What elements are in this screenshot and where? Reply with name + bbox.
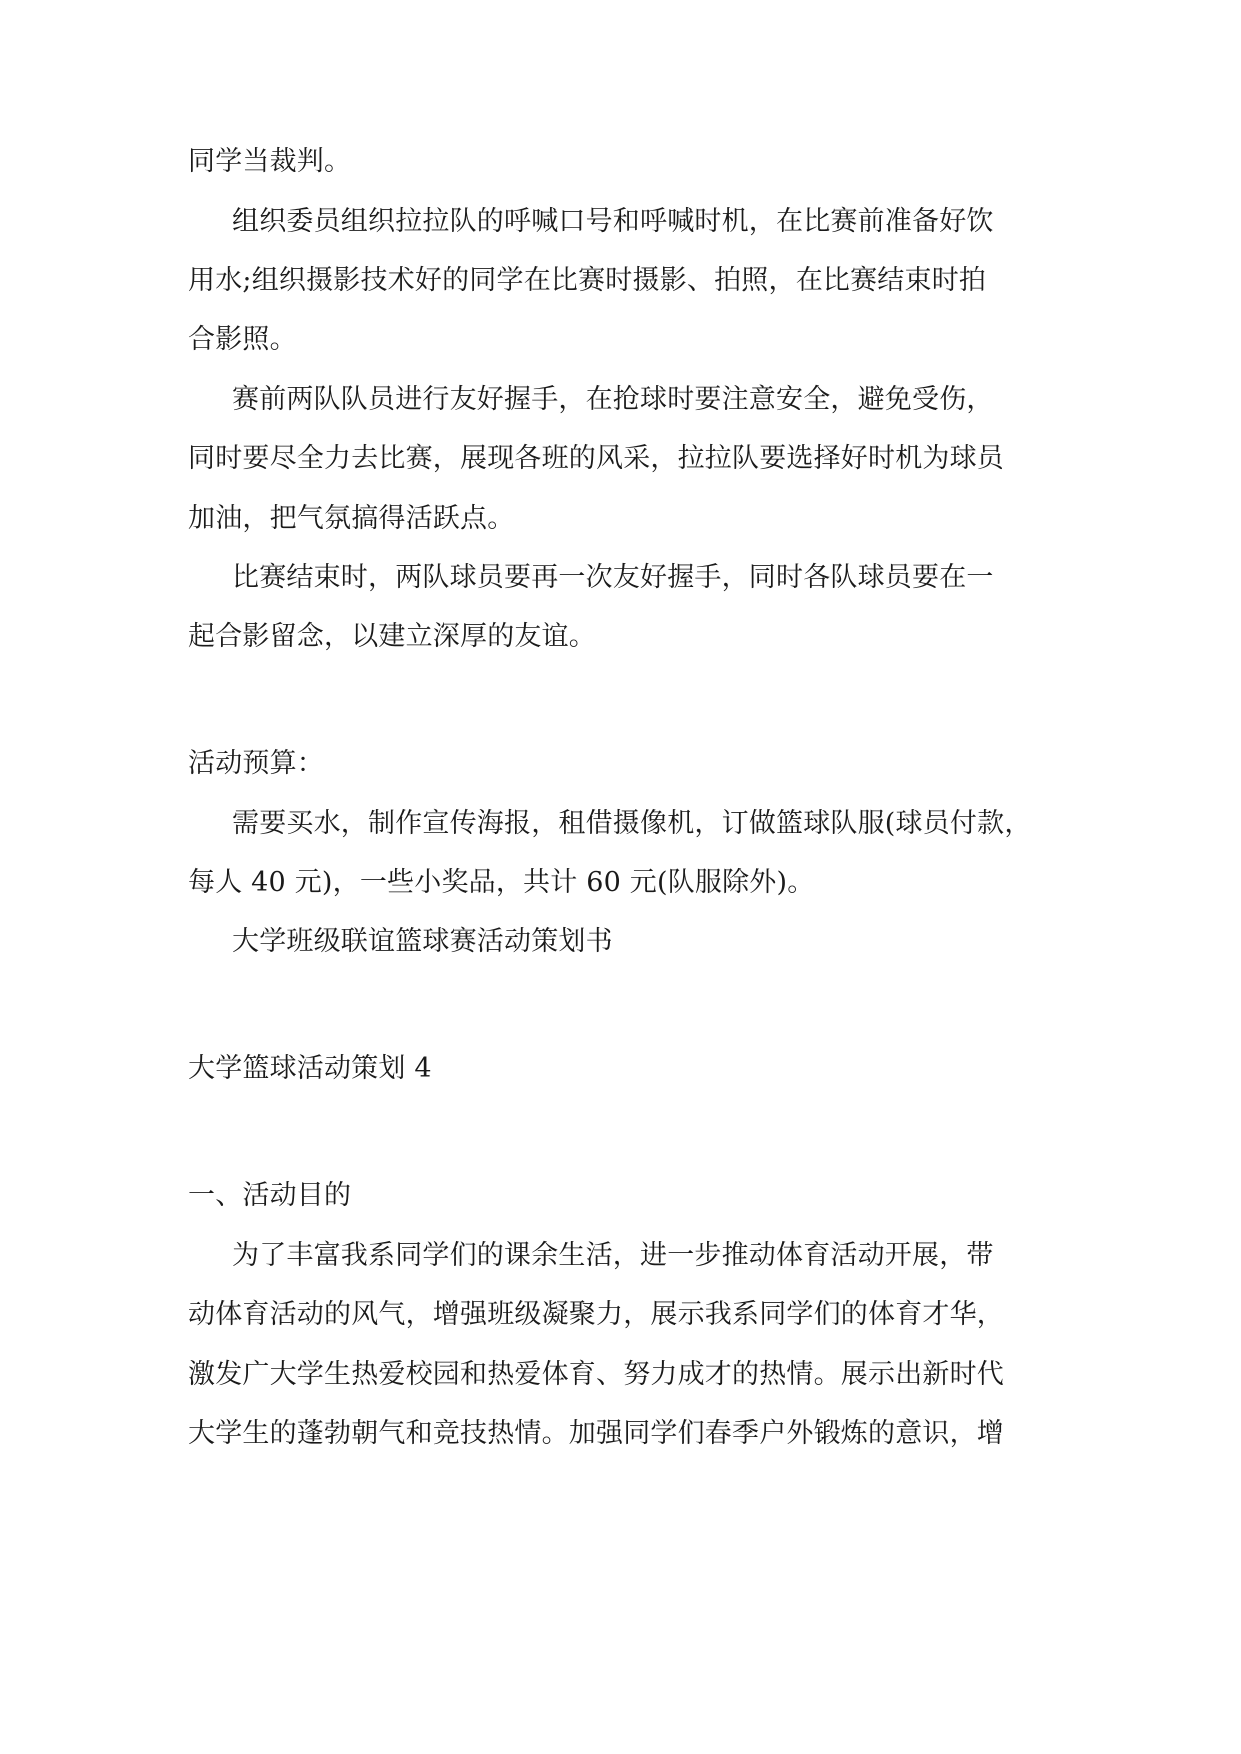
text-line: 需要买水，制作宣传海报，租借摄像机，订做篮球队服(球员付款， xyxy=(232,808,1032,839)
text-line: 比赛结束时，两队球员要再一次友好握手，同时各队球员要在一 xyxy=(232,562,994,593)
text-line: 同时要尽全力去比赛，展现各班的风采，拉拉队要选择好时机为球员 xyxy=(188,443,1004,474)
section-heading: 活动预算： xyxy=(188,748,324,779)
text-line: 用水;组织摄影技术好的同学在比赛时摄影、拍照，在比赛结束时拍 xyxy=(188,265,987,296)
text-line: 起合影留念，以建立深厚的友谊。 xyxy=(188,621,596,652)
text-line: 赛前两队队员进行友好握手，在抢球时要注意安全，避免受伤， xyxy=(232,384,994,415)
section-heading: 一、活动目的 xyxy=(188,1180,352,1211)
text-line: 同学当裁判。 xyxy=(188,146,352,177)
document-heading: 大学篮球活动策划 4 xyxy=(188,1053,432,1084)
text-line: 激发广大学生热爱校园和热爱体育、努力成才的热情。展示出新时代 xyxy=(188,1359,1004,1390)
text-line: 每人 40 元)，一些小奖品，共计 60 元(队服除外)。 xyxy=(188,867,815,898)
text-line: 大学生的蓬勃朝气和竞技热情。加强同学们春季户外锻炼的意识，增 xyxy=(188,1418,1004,1449)
text-line: 大学班级联谊篮球赛活动策划书 xyxy=(232,926,613,957)
text-line: 组织委员组织拉拉队的呼喊口号和呼喊时机，在比赛前准备好饮 xyxy=(232,206,994,237)
text-line: 合影照。 xyxy=(188,324,297,355)
text-line: 动体育活动的风气，增强班级凝聚力，展示我系同学们的体育才华， xyxy=(188,1299,1004,1330)
text-line: 加油，把气氛搞得活跃点。 xyxy=(188,503,515,534)
text-line: 为了丰富我系同学们的课余生活，进一步推动体育活动开展，带 xyxy=(232,1240,994,1271)
